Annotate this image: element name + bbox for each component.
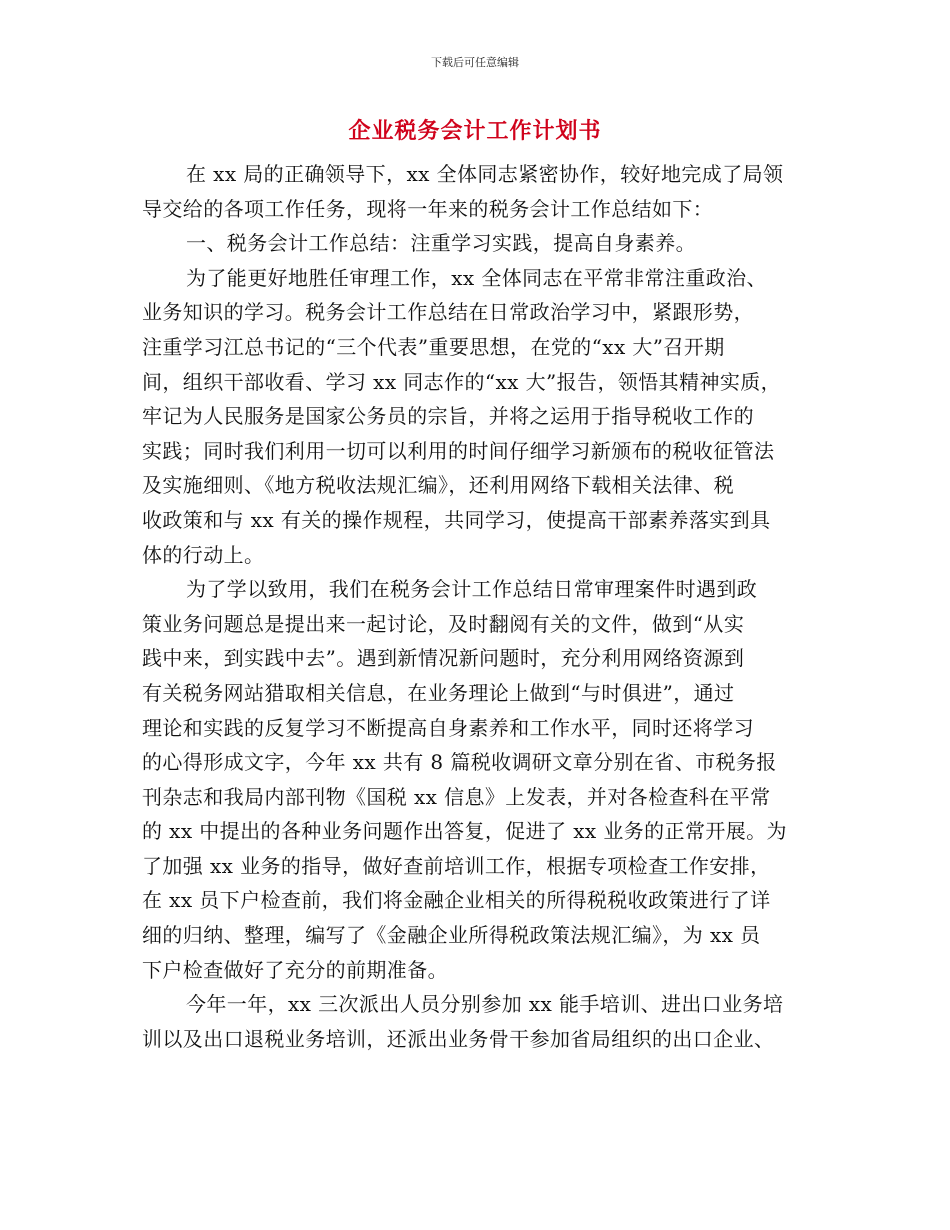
paragraph-line: 牢记为人民服务是国家公务员的宗旨，并将之运用于指导税收工作的 — [142, 404, 754, 429]
paragraph-line: 间，组织干部收看、学习 xx 同志作的“xx 大”报告，领悟其精神实质， — [142, 369, 782, 394]
paragraph-line: 践中来，到实践中去”。遇到新情况新问题时，充分利用网络资源到 — [142, 646, 745, 671]
paragraph-line: 有关税务网站猎取相关信息，在业务理论上做到“与时俱进”，通过 — [142, 680, 735, 705]
paragraph-line: 了加强 xx 业务的指导，做好查前培训工作，根据专项检查工作安排， — [142, 853, 771, 878]
paragraph-line: 及实施细则、《地方税收法规汇编》，还利用网络下载相关法律、税 — [142, 473, 734, 498]
paragraph-line: 体的行动上。 — [142, 542, 265, 567]
paragraph-line: 刊杂志和我局内部刊物《国税 xx 信息》上发表，并对各检查科在平常 — [142, 784, 771, 809]
paragraph-line: 为了能更好地胜任审理工作，xx 全体同志在平常非常注重政治、 — [186, 265, 767, 290]
paragraph-line: 为了学以致用，我们在税务会计工作总结日常审理案件时遇到政 — [186, 577, 758, 602]
paragraph-line: 下户检查做好了充分的前期准备。 — [142, 957, 448, 982]
paragraph-line: 导交给的各项工作任务，现将一年来的税务会计工作总结如下： — [142, 196, 714, 221]
paragraph-line: 理论和实践的反复学习不断提高自身素养和工作水平，同时还将学习 — [142, 715, 754, 740]
paragraph-line: 的 xx 中提出的各种业务问题作出答复，促进了 xx 业务的正常开展。为 — [142, 819, 787, 844]
paragraph-line: 实践；同时我们利用一切可以利用的时间仔细学习新颁布的税收征管法 — [142, 438, 775, 463]
paragraph-line: 细的归纳、整理，编写了《金融企业所得税政策法规汇编》，为 xx 员 — [142, 923, 761, 948]
paragraph-line: 策业务问题总是提出来一起讨论，及时翻阅有关的文件，做到“从实 — [142, 611, 745, 636]
paragraph-line: 业务知识的学习。税务会计工作总结在日常政治学习中，紧跟形势， — [142, 300, 754, 325]
paragraph-line: 在 xx 局的正确领导下，xx 全体同志紧密协作，较好地完成了局领 — [186, 162, 784, 186]
paragraph-line: 注重学习江总书记的“三个代表”重要思想，在党的“xx 大”召开期 — [142, 334, 725, 359]
paragraph-line: 训以及出口退税业务培训，还派出业务骨干参加省局组织的出口企业、 — [142, 1026, 775, 1051]
document-body — [142, 157, 822, 1056]
paragraph-line: 收政策和与 xx 有关的操作规程，共同学习，使提高干部素养落实到具 — [142, 507, 771, 532]
document-title: 企业税务会计工作计划书 — [348, 118, 602, 144]
section-heading: 一、税务会计工作总结：注重学习实践，提高自身素养。 — [186, 231, 696, 256]
paragraph-line: 的心得形成文字，今年 xx 共有 8 篇税收调研文章分别在省、市税务报 — [142, 750, 777, 775]
paragraph-line: 今年一年，xx 三次派出人员分别参加 xx 能手培训、进出口业务培 — [186, 992, 784, 1017]
page-header-note: 下载后可任意编辑 — [431, 56, 519, 69]
paragraph-line: 在 xx 员下户检查前，我们将金融企业相关的所得税税收政策进行了详 — [142, 888, 771, 913]
